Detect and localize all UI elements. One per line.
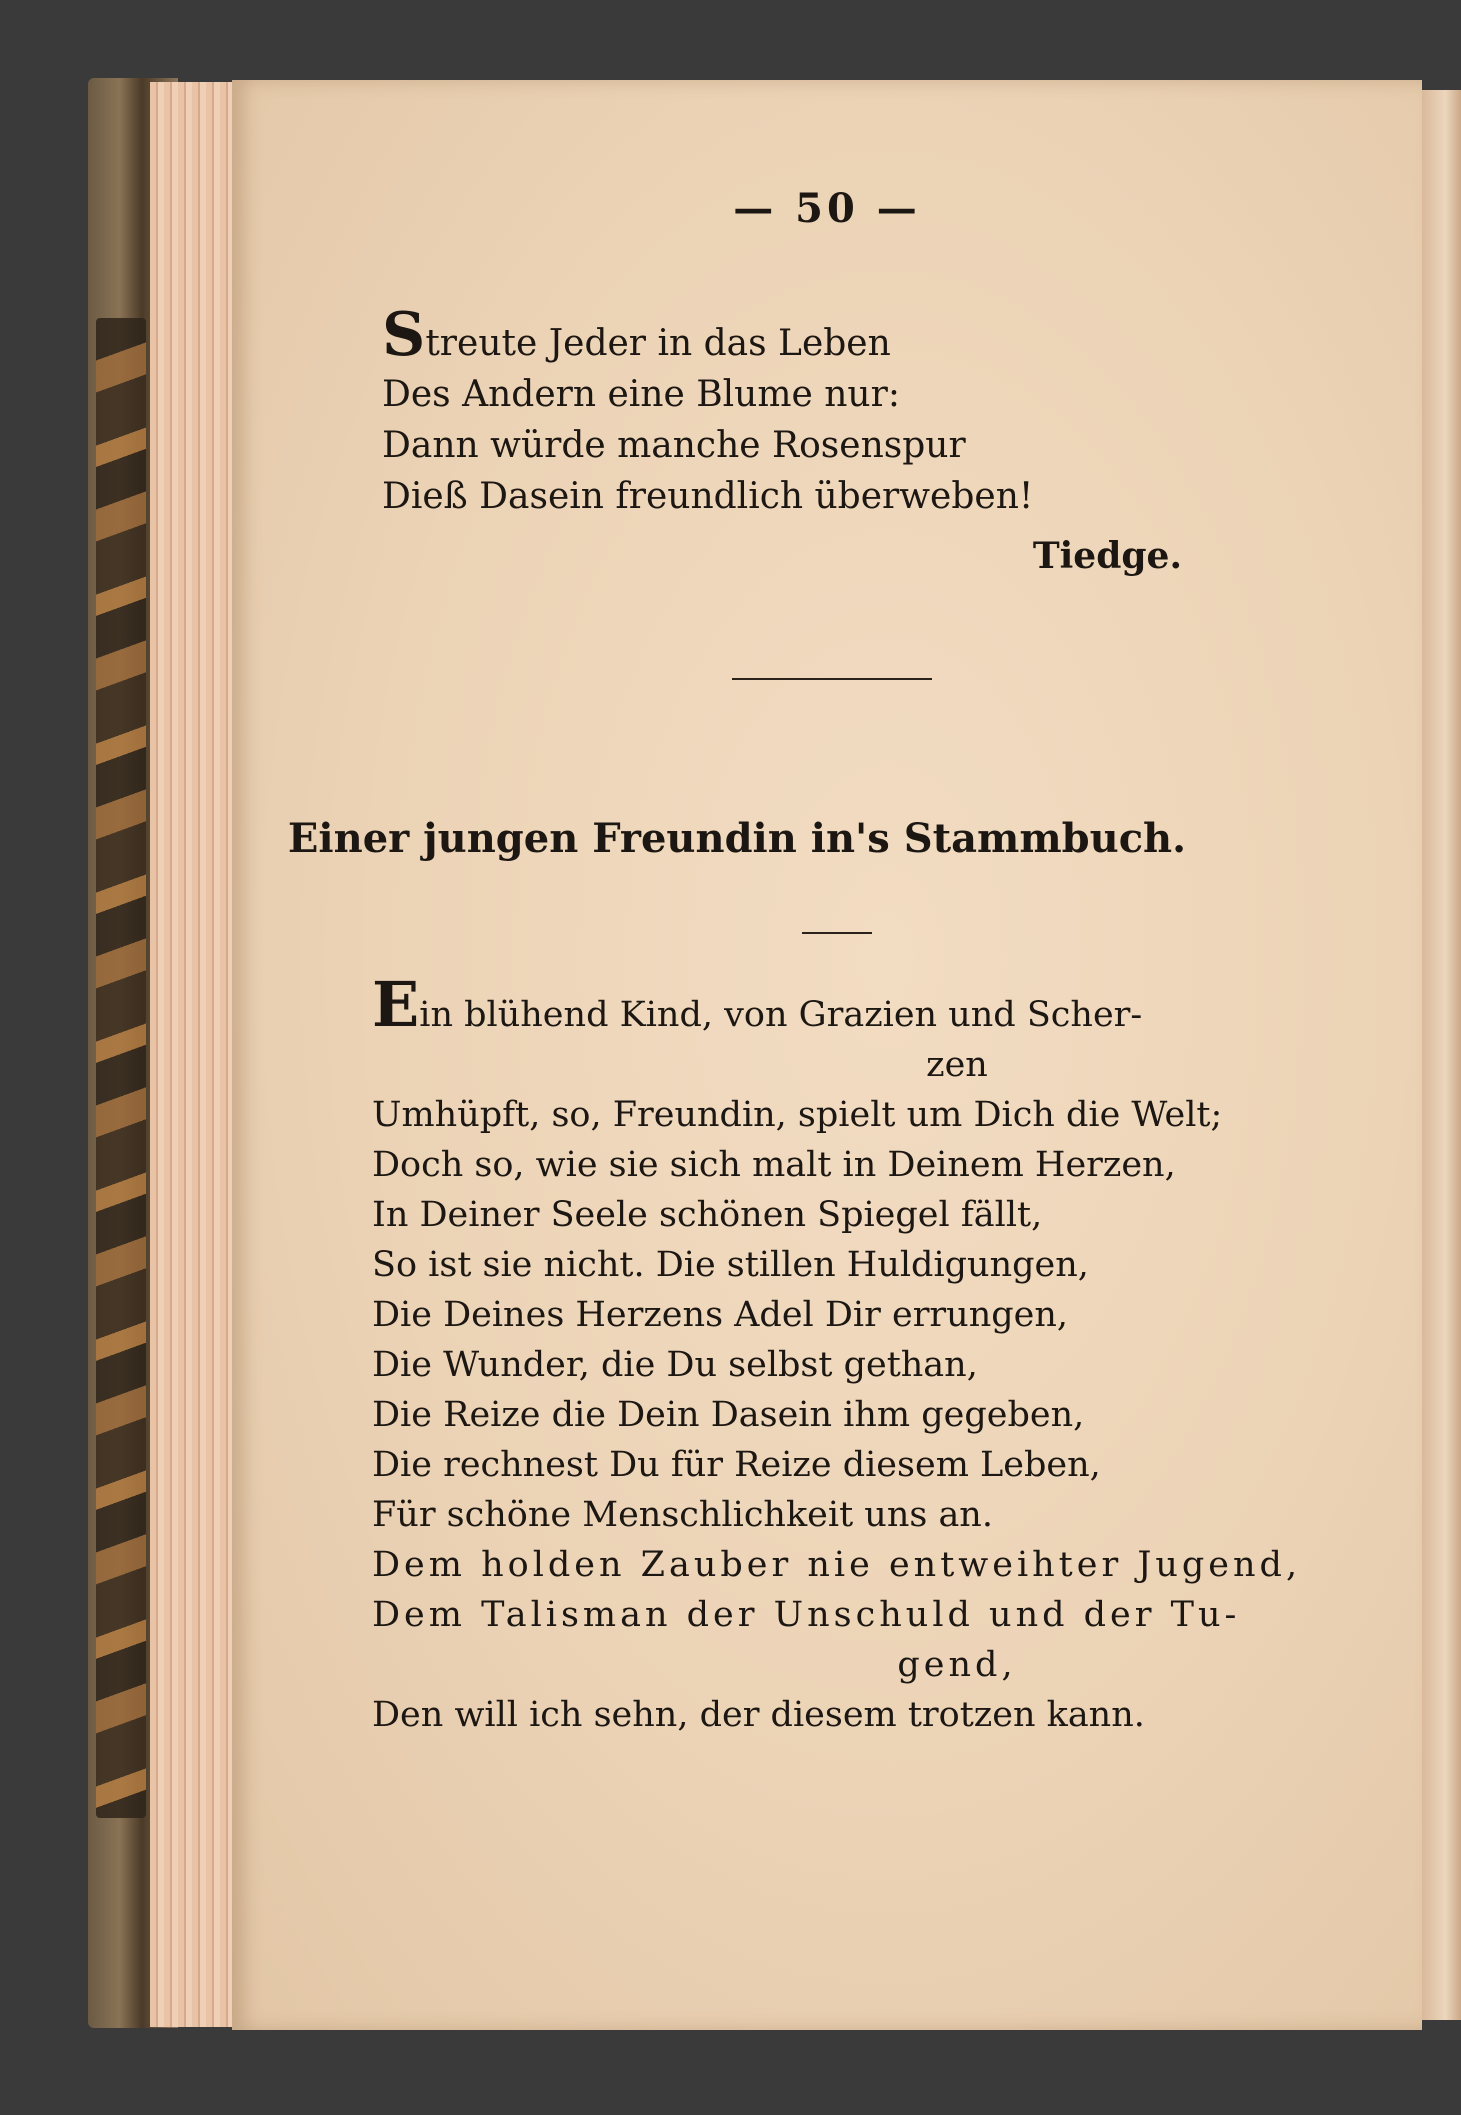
facing-page-edge xyxy=(1422,90,1461,2020)
page-number: — 50 — xyxy=(733,185,921,232)
poem-line: Streute Jeder in das Leben xyxy=(382,300,891,370)
poem-line: Dem Talisman der Unschuld und der Tu- xyxy=(372,1595,1241,1635)
poem-line: Umhüpft, so, Freundin, spielt um Dich die Welt; xyxy=(372,1095,1223,1135)
poem-line: Die Wunder, die Du selbst gethan, xyxy=(372,1345,978,1385)
poem-line: Dem holden Zauber nie entweihter Jugend, xyxy=(372,1545,1302,1585)
poem-line-continuation: gend, xyxy=(897,1645,1017,1685)
poem-line: So ist sie nicht. Die stillen Huldigungen, xyxy=(372,1245,1089,1285)
title-divider xyxy=(802,932,872,934)
section-divider xyxy=(732,678,932,680)
poem-line: Doch so, wie sie sich malt in Deinem Herzen, xyxy=(372,1145,1176,1185)
book-page xyxy=(232,80,1422,2030)
poem-line: Dieß Dasein freundlich überweben! xyxy=(382,476,1034,517)
poem-line: In Deiner Seele schönen Spiegel fällt, xyxy=(372,1195,1043,1235)
poem-line: Für schöne Menschlichkeit uns an. xyxy=(372,1495,993,1535)
poem-line: Den will ich sehn, der diesem trotzen kann. xyxy=(372,1695,1145,1735)
poem-line: Die Deines Herzens Adel Dir errungen, xyxy=(372,1295,1069,1335)
page-stack-edge xyxy=(150,82,240,2027)
poem-author: Tiedge. xyxy=(1032,535,1182,577)
poem-line: Ein blühend Kind, von Grazien und Scher- xyxy=(372,968,1143,1041)
poem-line: Die Reize die Dein Dasein ihm gegeben, xyxy=(372,1395,1085,1435)
poem-body xyxy=(372,968,1302,1740)
poem-line: Des Andern eine Blume nur: xyxy=(382,374,900,415)
poem-line-continuation: zen xyxy=(926,1045,988,1085)
poem-line: Die rechnest Du für Reize diesem Leben, xyxy=(372,1445,1101,1485)
poem-stanza xyxy=(382,300,1034,522)
poem-title: Einer jungen Freundin in's Stammbuch. xyxy=(287,815,1187,862)
poem-line: Dann würde manche Rosenspur xyxy=(382,425,966,466)
